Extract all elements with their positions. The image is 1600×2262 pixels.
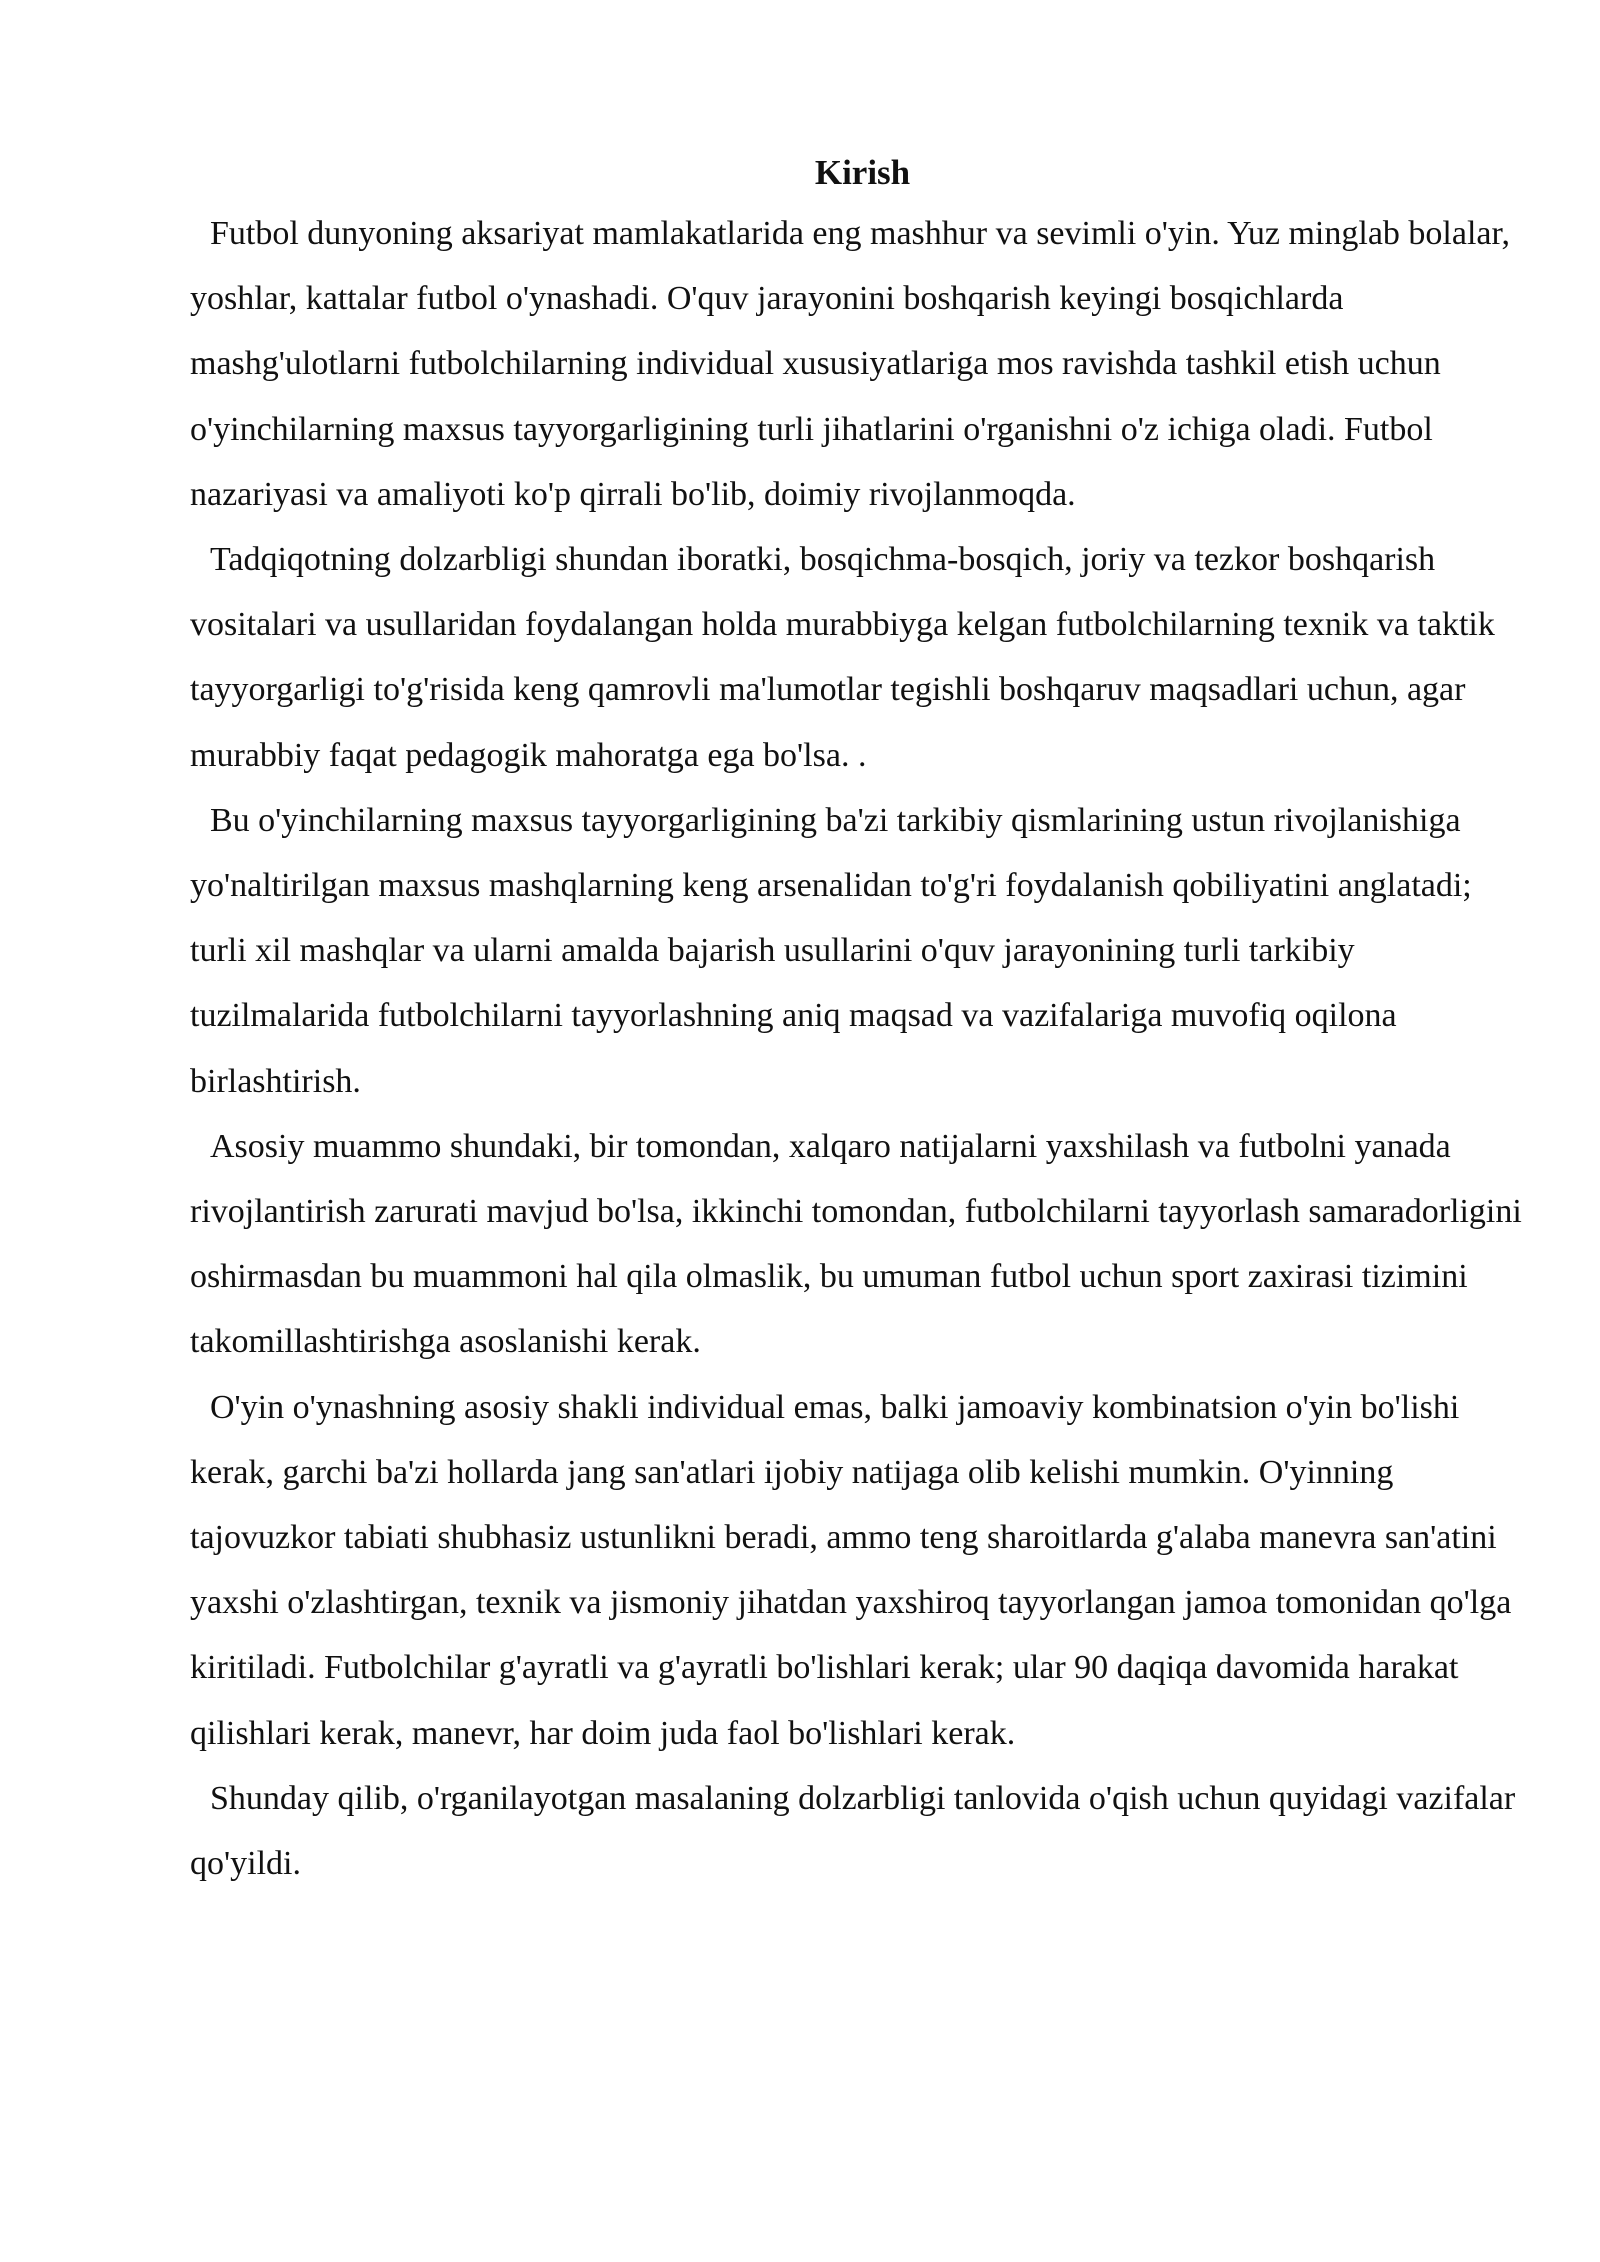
paragraph-relevance: Tadqiqotning dolzarbligi shundan iboratki, bosqichma-bosqich, joriy va tezkor boshqarish vositalari va usullaridan foydalangan holda murabbiyga kelgan futbolchilarning texnik va taktik tayyorgarligi to'g'risida keng qamrovli ma'lumotlar tegishli boshqaruv maqsadlari uchun, agar murabbiy faqat pedagogik mahoratga ega bo'lsa. . bbox=[190, 541, 1495, 774]
paragraph-exercises: Bu o'yinchilarning maxsus tayyorgarligining ba'zi tarkibiy qismlarining ustun rivojlanishiga yo'naltirilgan maxsus mashqlarning keng arsenalidan to'g'ri foydalanish qobiliyatini anglatadi; turli xil mashqlar va ularni amalda bajarish usullarini o'quv jarayonining turli tarkibiy tuzilmalarida futbolchilarni tayyorlashning aniq maqsad va vazifalariga muvofiq oqilona birlashtirish. bbox=[190, 801, 1472, 1100]
paragraph-intro: Futbol dunyoning aksariyat mamlakatlarida eng mashhur va sevimli o'yin. Yuz minglab bolalar, yoshlar, kattalar futbol o'ynashadi. O'quv jarayonini boshqarish keyingi bosqichlarda mashg'ulotlarni futbolchilarning individual xususiyatlariga mos ravishda tashkil etish uchun o'yinchilarning maxsus tayyorgarligining turli jihatlarini o'rganishni o'z ichiga oladi. Futbol nazariyasi va amaliyoti ko'p qirrali bo'lib, doimiy rivojlanmoqda. bbox=[190, 215, 1510, 513]
paragraph-game-form: O'yin o'ynashning asosiy shakli individual emas, balki jamoaviy kombinatsion o'yin bo'lishi kerak, garchi ba'zi hollarda jang san'atlari ijobiy natijaga olib kelishi mumkin. O'yinning tajovuzkor tabiati shubhasiz ustunlikni beradi, ammo teng sharoitlarda g'alaba manevra san'atini yaxshi o'zlashtirgan, texnik va jismoniy jihatdan yaxshiroq tayyorlangan jamoa tomonidan qo'lga kiritiladi. Futbolchilar g'ayratli va g'ayratli bo'lishlari kerak; ular 90 daqiqa davomida harakat qilishlari kerak, manevr, har doim juda faol bo'lishlari kerak. bbox=[190, 1388, 1512, 1752]
paragraph-tasks: Shunday qilib, o'rganilayotgan masalaning dolzarbligi tanlovida o'qish uchun quyidagi vazifalar qo'yildi. bbox=[190, 1779, 1516, 1883]
paragraph-main-problem: Asosiy muammo shundaki, bir tomondan, xalqaro natijalarni yaxshilash va futbolni yanada rivojlantirish zarurati mavjud bo'lsa, ikkinchi tomondan, futbolchilarni tayyorlash samaradorligini oshirmasdan bu muammoni hal qila olmaslik, bu umuman futbol uchun sport zaxirasi tizimini takomillashtirishga asoslanishi kerak. bbox=[190, 1127, 1522, 1361]
page-title: Kirish bbox=[814, 153, 911, 192]
document-body bbox=[190, 145, 1535, 1896]
